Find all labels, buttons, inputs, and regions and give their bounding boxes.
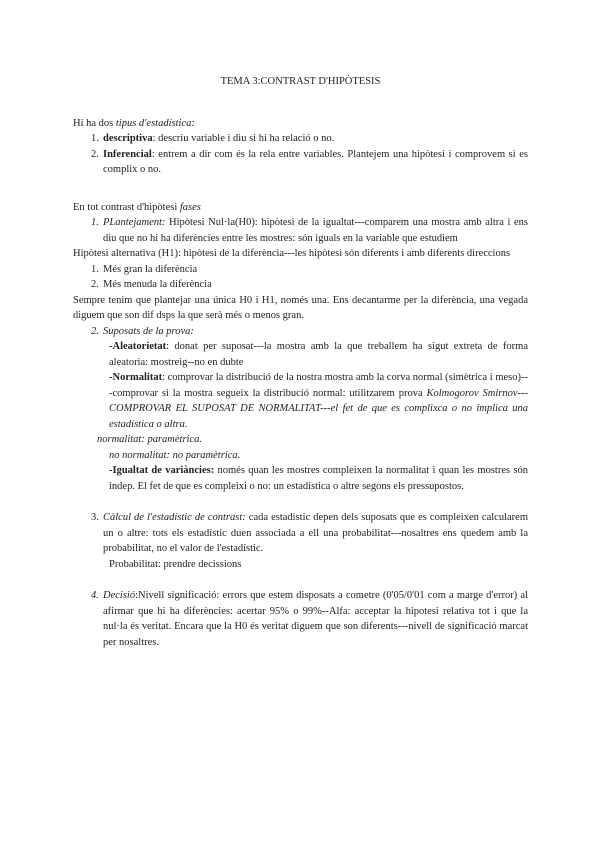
phases-intro: En tot contrast d'hipòtesi fases <box>73 201 201 213</box>
equal-variances-paragraph: -Igualtat de variàncies: només quan les mostres compleixen la normalitat i quan les mostres són indep. El fet de que es compleixi o no: un estadística o altre segons els pressupostos. <box>109 465 528 492</box>
page-title: TEMA 3:CONTRAST D'HIPÒTESIS <box>220 76 381 87</box>
list-item-inferential: 2. Inferencial: entrem a dir com és la rela entre variables. Plantejem una hipòtesi i comprovem si es complix o no. <box>91 148 528 175</box>
randomness-paragraph: -Aleatorietat: donat per suposat---la mostra amb la que treballem ha sigut extreta de forma aleatoria: mostreig--no en dubte <box>109 341 528 368</box>
phase-3: 3. Càlcul de l'estadístic de contrast: cada estadistic depen dels suposats que es compleixen calcularem un o altre: tots els estadístic duen associada a ell una probabilitat---nosaltres ens quedem amb la probabilitat, no el valor de l'estadístic. <box>91 512 528 554</box>
phase-4: 4. Decisió:Nivell significació: errors que estem disposats a cometre (0'05/0'01 com a marge d'error) al afirmar que hi ha diferències: acertar 95% o 99%--Alfa: acceptar la hipotesi relativa tot i que la nul·la és veritat. Encara que la H0 és veritat diguem que son diferents---nivell de significació marcat per nosaltres. <box>91 590 528 648</box>
phase-1: 1. PLantejament: Hipòtesi Nul·la(H0): hipòtesi de la igualtat---comparem una mostra amb altra i ens diu que no hi ha diferències entre les mostres: són iguals en la variable que estudiem <box>91 217 528 244</box>
always-paragraph: Sempre tenim que plantejar una única H0 i H1, només una. Ens decantarme per la diferència, una vegada diguem que son dif dsps la que serà més o menos gran. <box>73 294 528 321</box>
types-intro: Hi ha dos tipus d'estadística: <box>73 117 195 129</box>
nonparametric-line: no normalitat: no paramètrica. <box>109 449 241 461</box>
list-item-descriptive: 1. descriptiva: descriu variable i diu si hi ha relació o no. <box>91 133 335 144</box>
h1-item-2: 2. Més menuda la diferència <box>91 279 212 290</box>
parametric-line: normalitat: paramètrica. <box>97 434 202 445</box>
h1-paragraph: Hipòtesi alternativa (H1): hipòtesi de la diferència---les hipòtesi són diferents i amb diferents direccions <box>73 248 511 259</box>
normality-paragraph: -Normalitat: comprovar la distribució de la nostra mostra amb la corva normal (simètrica i meso)---comprovar si la mostra segueix la distribució normal: utilitzarem prova Kolmogorov Smirnov---COMPROVAR EL SUPOSAT DE NORMALITAT---el fet de que es complixca o no implica una estadística o altra. <box>109 372 528 430</box>
probability-line: Probabilitat: prendre decissions <box>109 558 242 570</box>
h1-item-1: 1. Més gran la diferència <box>91 263 198 275</box>
phase-2: 2. Suposats de la prova: <box>91 325 194 337</box>
